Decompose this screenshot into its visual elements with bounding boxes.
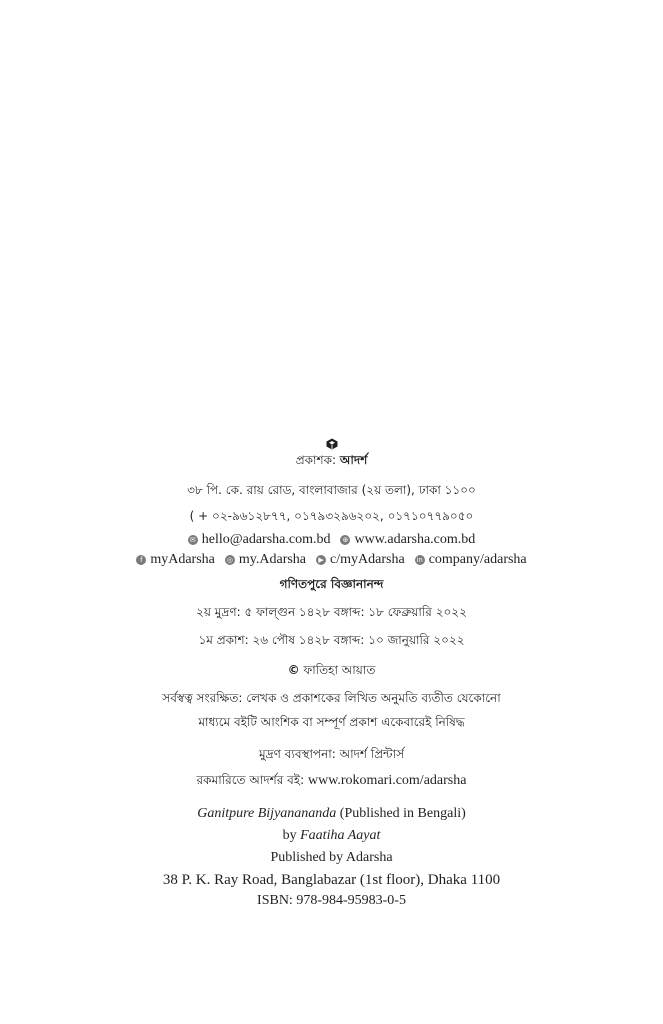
copyright-symbol: © xyxy=(287,663,300,677)
rights-notice-line1: সর্বস্বত্ব সংরক্ষিত: লেখক ও প্রকাশকের লিখিত অনুমতি ব্যতীত যেকোনো xyxy=(162,691,501,705)
website-text: www.adarsha.com.bd xyxy=(354,532,476,547)
youtube-icon: ▶ xyxy=(316,555,326,565)
english-author-line xyxy=(0,828,663,844)
english-title-line xyxy=(0,806,663,822)
english-title-suffix: (Published in Bengali) xyxy=(339,806,466,821)
rights-notice-line2: মাধ্যমে বইটি আংশিক বা সম্পূর্ণ প্রকাশ একেবারেই নিষিদ্ধ xyxy=(198,715,465,729)
english-author: Faatiha Aayat xyxy=(300,828,381,843)
email-icon: ✉ xyxy=(188,535,198,545)
adarsha-logo-icon xyxy=(326,438,338,450)
online-store-label: রকমারিতে আদর্শর বই: xyxy=(196,773,305,787)
english-publisher: Published by Adarsha xyxy=(270,850,393,865)
isbn: ISBN: 978-984-95983-0-5 xyxy=(257,893,406,908)
english-address: 38 P. K. Ray Road, Banglabazar (1st floor), Dhaka 1100 xyxy=(162,872,501,888)
youtube-text: c/myAdarsha xyxy=(330,552,405,567)
publisher-line xyxy=(0,452,663,472)
online-store-line xyxy=(0,772,663,792)
facebook-item[interactable] xyxy=(136,552,215,568)
youtube-item[interactable] xyxy=(316,552,405,568)
second-printing: ২য় মুদ্রণ: ৫ ফাল্গুন ১৪২৮ বঙ্গাব্দ: ১৮ ফেব্রুয়ারি ২০২২ xyxy=(196,605,467,619)
book-title-bn: গণিতপুরে বিজ্ঞানানন্দ xyxy=(279,577,384,591)
linkedin-text: company/adarsha xyxy=(428,552,527,567)
online-store-url[interactable]: www.rokomari.com/adarsha xyxy=(307,773,467,788)
website-item[interactable] xyxy=(340,532,475,548)
facebook-text: myAdarsha xyxy=(150,552,215,567)
social-row xyxy=(0,552,663,568)
english-title: Ganitpure Bijyanananda xyxy=(197,806,337,821)
publisher-label: প্রকাশক: xyxy=(295,453,337,467)
email-item[interactable] xyxy=(188,532,331,548)
copyright-line xyxy=(0,662,663,682)
printing-management: মুদ্রণ ব্যবস্থাপনা: আদর্শ প্রিন্টার্স xyxy=(258,747,405,761)
first-publication: ১ম প্রকাশ: ২৬ পৌষ ১৪২৮ বঙ্গাব্দ: ১০ জানুয়ারি ২০২২ xyxy=(198,633,465,647)
imprint-block xyxy=(0,438,663,909)
email-text: hello@adarsha.com.bd xyxy=(201,532,331,547)
publisher-address: ৩৮ পি. কে. রায় রোড, বাংলাবাজার (২য় তলা), ঢাকা ১১০০ xyxy=(187,483,476,497)
instagram-item[interactable] xyxy=(225,552,306,568)
globe-icon: ⊕ xyxy=(340,535,350,545)
facebook-icon: f xyxy=(136,555,146,565)
instagram-icon: ◎ xyxy=(226,556,233,564)
phone-numbers: ( + ০২-৯৬১২৮৭৭, ০১৭৯৩২৯৬২০২, ০১৭১০৭৭৯০৫০ xyxy=(189,509,474,523)
copyright-author: ফাতিহা আয়াত xyxy=(303,663,376,677)
by-prefix: by xyxy=(282,828,297,843)
instagram-text: my.Adarsha xyxy=(238,552,307,567)
publisher-name: আদর্শ xyxy=(339,453,368,467)
linkedin-item[interactable] xyxy=(415,552,527,568)
contact-row xyxy=(0,532,663,548)
linkedin-icon: in xyxy=(416,556,423,564)
